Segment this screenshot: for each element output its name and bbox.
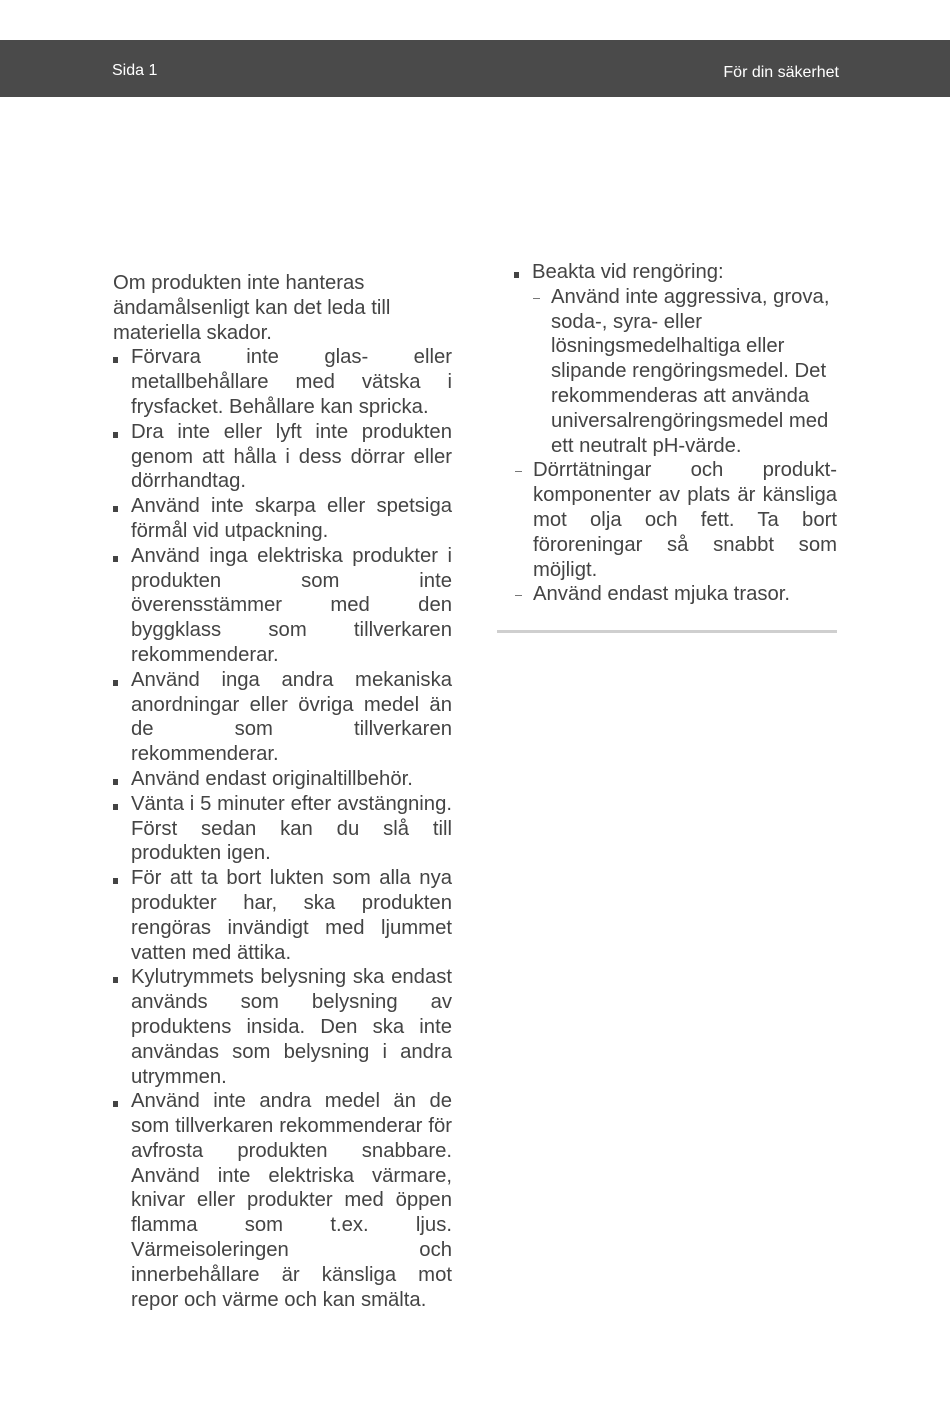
section-title: För din säkerhet [723, 64, 839, 81]
list-item [113, 866, 452, 965]
left-column [113, 271, 452, 1312]
list-item [113, 420, 452, 494]
square-bullet-icon [113, 804, 118, 810]
list-item [113, 544, 452, 668]
intro-paragraph: Om produkten inte hanteras ändamålsenligt kan det leda till materiella skador. [113, 272, 391, 344]
cleaning-list [514, 260, 837, 458]
dash-list [514, 458, 837, 607]
dash-list-item [514, 582, 837, 607]
list-item-text: Använd inte skarpa eller spetsiga förmål vid utpackning. [131, 495, 452, 542]
square-bullet-icon [113, 556, 118, 562]
list-item-text: Kylutrymmets belysning ska endast används som belysning av produktens insida. Den ska inte användas som belysning i andra utrymmen. [131, 966, 452, 1088]
list-item [113, 494, 452, 544]
dash-list-item-text: Dörrtätningar och produkt-komponenter av plats är känsliga mot olja och fett. Ta bort föroreningar så snabbt som möjligt. [533, 459, 837, 581]
list-item [113, 767, 452, 792]
list-item-text: Dra inte eller lyft inte produkten genom att hålla i dess dörrar eller dörrhandtag. [131, 420, 452, 493]
square-bullet-icon [113, 779, 118, 785]
list-item-text: Vänta i 5 minuter efter avstängning. Först sedan kan du slå till produkten igen. [131, 792, 452, 865]
page-number: Sida 1 [112, 62, 158, 79]
list-item [514, 260, 837, 458]
square-bullet-icon [113, 1101, 118, 1107]
page-header [0, 40, 950, 97]
sub-list-item-text: Använd inte aggressiva, grova, soda-, syra- eller lösningsmedelhaltiga eller slipande rengöringsmedel. Det rekommenderas att använda universalrengöringsmedel med ett neutralt pH-värde. [551, 285, 830, 457]
list-item [113, 668, 452, 767]
list-item-text: Använd inga andra mekaniska anordningar eller övriga medel än de som tillverkaren rekommenderar. [131, 668, 452, 766]
list-item-text: Använd inga elektriska produkter i produkten som inte överensstämmer med den byggklass som tillverkaren rekommenderar. [131, 544, 452, 666]
section-end-rule [497, 630, 837, 633]
square-bullet-icon [113, 680, 118, 686]
square-bullet-icon [113, 357, 118, 363]
list-item-text: För att ta bort lukten som alla nya produkter har, ska produkten rengöras invändigt med ljummet vatten med ättika. [131, 867, 452, 964]
list-item [113, 1089, 452, 1312]
dash-bullet-icon [533, 298, 540, 299]
square-bullet-icon [113, 977, 118, 983]
dash-list-item-text: Använd endast mjuka trasor. [533, 583, 791, 606]
list-item-text: Beakta vid rengöring: [532, 261, 724, 283]
list-item-text: Använd endast originaltillbehör. [131, 767, 413, 790]
right-column [514, 260, 837, 607]
dash-bullet-icon [515, 471, 522, 472]
list-item [113, 345, 452, 419]
list-item [113, 792, 452, 866]
square-bullet-icon [113, 878, 118, 884]
list-item-text: Använd inte andra medel än de som tillverkaren rekommenderar för avfrosta produkten snabbare. Använd inte elektriska värmare, knivar eller produkter med öppen flamma som t.ex. ljus. Värmeisoleringen och innerbehållare är känsliga mot repor och värme och kan smälta. [131, 1090, 452, 1311]
safety-list [113, 345, 452, 1312]
sub-list-item [532, 285, 837, 459]
square-bullet-icon [113, 432, 118, 438]
square-bullet-icon [514, 272, 519, 278]
dash-list-item [514, 458, 837, 582]
cleaning-sub-list [532, 285, 837, 459]
square-bullet-icon [113, 506, 118, 512]
list-item-text: Förvara inte glas- eller metallbehållare med vätska i frysfacket. Behållare kan spricka. [131, 346, 452, 418]
dash-bullet-icon [515, 595, 522, 596]
list-item [113, 965, 452, 1089]
